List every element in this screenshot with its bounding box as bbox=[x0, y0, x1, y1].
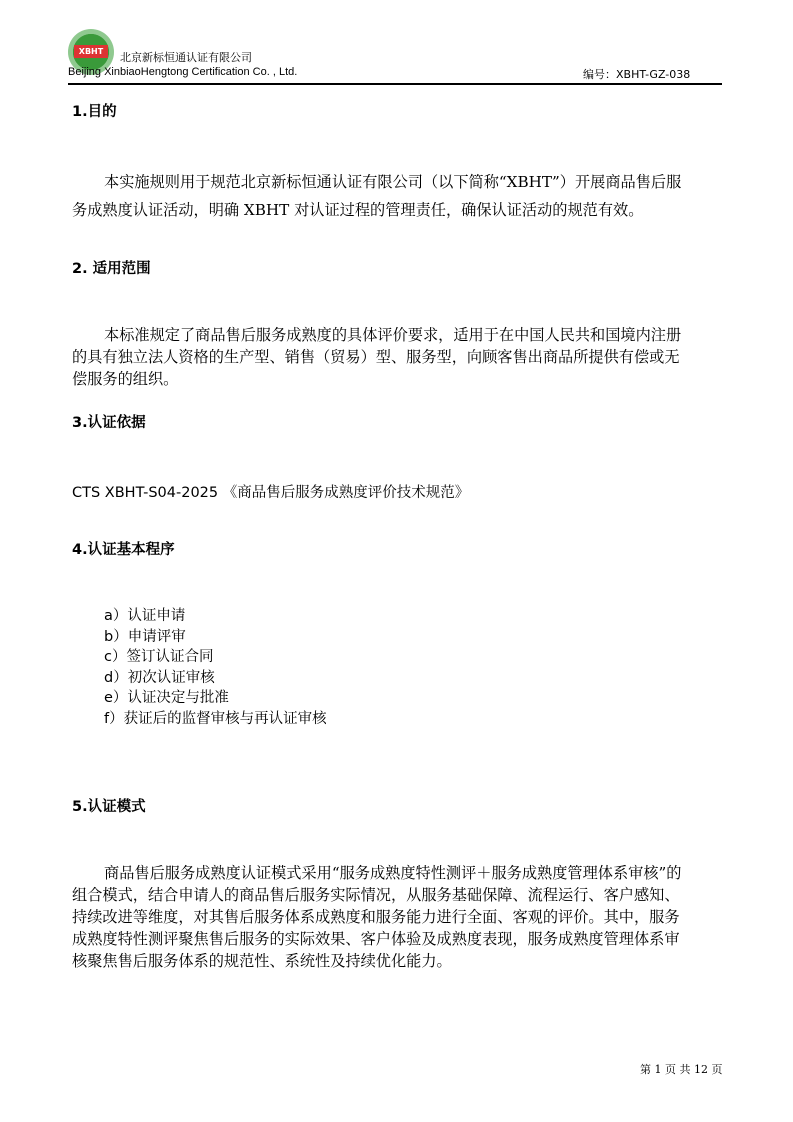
company-name-en: Beijing XinbiaoHengtong Certification Co. , Ltd. bbox=[68, 66, 298, 78]
list-item: b）申请评审 bbox=[104, 628, 186, 645]
paragraph-line: 本实施规则用于规范北京新标恒通认证有限公司（以下简称“XBHT”）开展商品售后服 bbox=[104, 173, 682, 191]
list-item: f）获证后的监督审核与再认证审核 bbox=[104, 710, 327, 727]
logo-text: XBHT bbox=[74, 45, 108, 58]
section-title: 1.目的 bbox=[72, 104, 117, 120]
paragraph-line: 偿服务的组织。 bbox=[72, 370, 179, 388]
section-title: 2. 适用范围 bbox=[72, 261, 151, 277]
list-item: d）初次认证审核 bbox=[104, 669, 215, 686]
procedure-list bbox=[104, 606, 327, 730]
paragraph-line: 核聚焦售后服务体系的规范性、系统性及持续优化能力。 bbox=[72, 952, 452, 970]
paragraph-line: 成熟度特性测评聚焦售后服务的实际效果、客户体验及成熟度表现，服务成熟度管理体系审 bbox=[72, 930, 680, 948]
paragraph-line: 本标准规定了商品售后服务成熟度的具体评价要求，适用于在中国人民共和国境内注册 bbox=[104, 326, 682, 344]
company-name-cn: 北京新标恒通认证有限公司 bbox=[120, 51, 252, 64]
section-title: 4.认证基本程序 bbox=[72, 542, 175, 558]
header-divider bbox=[68, 83, 722, 85]
section-title: 5.认证模式 bbox=[72, 799, 146, 815]
paragraph-line: 的具有独立法人资格的生产型、销售（贸易）型、服务型，向顾客售出商品所提供有偿或无 bbox=[72, 348, 680, 366]
list-item: a）认证申请 bbox=[104, 608, 186, 624]
document-number: 编号：XBHT-GZ-038 bbox=[583, 68, 691, 81]
paragraph-line: 务成熟度认证活动，明确 XBHT 对认证过程的管理责任，确保认证活动的规范有效。 bbox=[72, 201, 644, 219]
paragraph-line: 组合模式，结合申请人的商品售后服务实际情况，从服务基础保障、流程运行、客户感知、 bbox=[72, 886, 680, 904]
paragraph-line: 持续改进等维度，对其售后服务体系成熟度和服务能力进行全面、客观的评价。其中，服务 bbox=[72, 908, 680, 926]
paragraph-line: 商品售后服务成熟度认证模式采用“服务成熟度特性测评＋服务成熟度管理体系审核”的 bbox=[104, 864, 682, 882]
list-item: c）签订认证合同 bbox=[104, 649, 214, 666]
paragraph-line: CTS XBHT-S04-2025 《商品售后服务成熟度评价技术规范》 bbox=[72, 485, 470, 501]
section-title: 3.认证依据 bbox=[72, 415, 146, 431]
page-number: 第 1 页 共 12 页 bbox=[640, 1063, 723, 1076]
list-item: e）认证决定与批准 bbox=[104, 690, 229, 707]
